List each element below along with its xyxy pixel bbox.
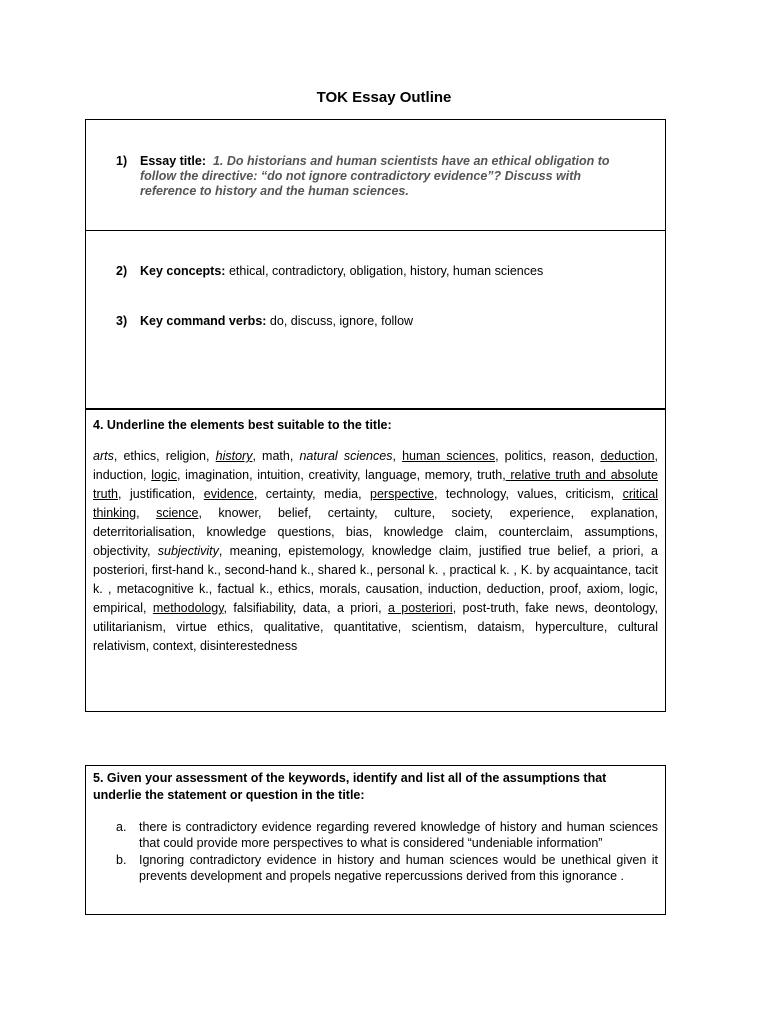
keyword-list bbox=[93, 447, 658, 656]
keyword-segment: , justification, bbox=[118, 487, 204, 501]
keyword-segment: , bbox=[392, 449, 403, 463]
keyword-segment: science bbox=[156, 506, 199, 520]
keyword-segment: , bbox=[136, 506, 157, 520]
essay-title-label: Essay title: bbox=[140, 154, 207, 168]
assumptions-list bbox=[93, 819, 658, 884]
item-number: 1) bbox=[116, 154, 128, 168]
keyword-segment: logic bbox=[151, 468, 177, 482]
assumption-label: b. bbox=[116, 853, 127, 867]
keyword-segment: perspective bbox=[370, 487, 434, 501]
keyword-segment: , technology, values, criticism, bbox=[433, 487, 623, 501]
key-concepts-value: ethical, contradictory, obligation, history, human sciences bbox=[228, 264, 544, 278]
outline-box-1 bbox=[85, 119, 666, 410]
keyword-segment: , knower, belief, certainty, culture, society, experience, explanation, deterritorialisation, knowledge questions, bias, knowledge claim, counterclaim, assumptions, objectivity, bbox=[93, 506, 659, 558]
keyword-segment: methodology bbox=[152, 601, 224, 615]
assumptions-heading: 5. Given your assessment of the keywords, identify and list all of the assumptions that underlie the statement or question in the title: bbox=[93, 771, 607, 802]
underline-heading: 4. Underline the elements best suitable to the title: bbox=[93, 418, 392, 432]
keyword-segment: , ethics, religion, bbox=[113, 449, 216, 463]
keyword-segment: natural sciences bbox=[299, 449, 393, 463]
essay-question: 1. Do historians and human scientists have an ethical obligation to follow the directive: “do not ignore contradictory evidence”? Discuss with reference to history and the human sciences. bbox=[140, 154, 610, 198]
keyword-segment: , falsifiability, data, a priori, bbox=[223, 601, 388, 615]
keyword-segment: relative truth and absolute truth bbox=[93, 468, 658, 501]
keyword-segment: , certainty, media, bbox=[253, 487, 371, 501]
keyword-segment: arts bbox=[93, 449, 114, 463]
item-number: 3) bbox=[116, 314, 128, 328]
command-verbs-item bbox=[116, 314, 635, 329]
keyword-segment: , meaning, epistemology, knowledge claim, justified true belief, a priori, a posteriori, first-hand k., second-hand k., shared k., personal k. , practical k. , K. by acquaintance, tacit k. , metacognitive k., factual k., ethics, morals, causation, induction, deduction, proof, axiom, logic, empirical, bbox=[93, 544, 658, 615]
item-number: 2) bbox=[116, 264, 128, 278]
divider bbox=[86, 230, 665, 231]
keyword-segment: , post-truth, fake news, deontology, utilitarianism, virtue ethics, qualitative, quantitative, scientism, dataism, hyperculture, cultural relativism, context, disinterestedness bbox=[93, 601, 658, 653]
outline-box-3 bbox=[85, 765, 666, 915]
keyword-segment: deduction bbox=[600, 449, 655, 463]
keyword-segment: subjectivity bbox=[157, 544, 219, 558]
keyword-segment: human sciences bbox=[402, 449, 496, 463]
keyword-segment: critical thinking bbox=[93, 487, 658, 520]
assumption-item bbox=[93, 819, 658, 851]
page-title: TOK Essay Outline bbox=[316, 89, 452, 106]
essay-title-item bbox=[116, 154, 635, 199]
command-verbs-label: Key command verbs: bbox=[140, 314, 267, 328]
assumption-item bbox=[93, 852, 658, 884]
keyword-segment: history bbox=[215, 449, 253, 463]
command-verbs-value: do, discuss, ignore, follow bbox=[269, 314, 414, 328]
keyword-segment: , math, bbox=[252, 449, 300, 463]
assumption-text: Ignoring contradictory evidence in history and human sciences would be unethical given it prevents development and propels negative repercussions derived from this ignorance . bbox=[139, 853, 658, 883]
outline-box-2 bbox=[85, 408, 666, 712]
key-concepts-label: Key concepts: bbox=[140, 264, 226, 278]
keyword-segment: , induction, bbox=[93, 449, 659, 482]
assumption-label: a. bbox=[116, 820, 127, 834]
key-concepts-item bbox=[116, 264, 635, 279]
keyword-segment: a posteriori bbox=[387, 601, 453, 615]
assumption-text: there is contradictory evidence regarding revered knowledge of history and human sciences that could provide more perspectives to what is considered “undeniable information” bbox=[139, 820, 658, 850]
keyword-segment: , imagination, intuition, creativity, language, memory, truth, bbox=[176, 468, 506, 482]
keyword-segment: evidence bbox=[203, 487, 254, 501]
keyword-segment: , politics, reason, bbox=[495, 449, 601, 463]
